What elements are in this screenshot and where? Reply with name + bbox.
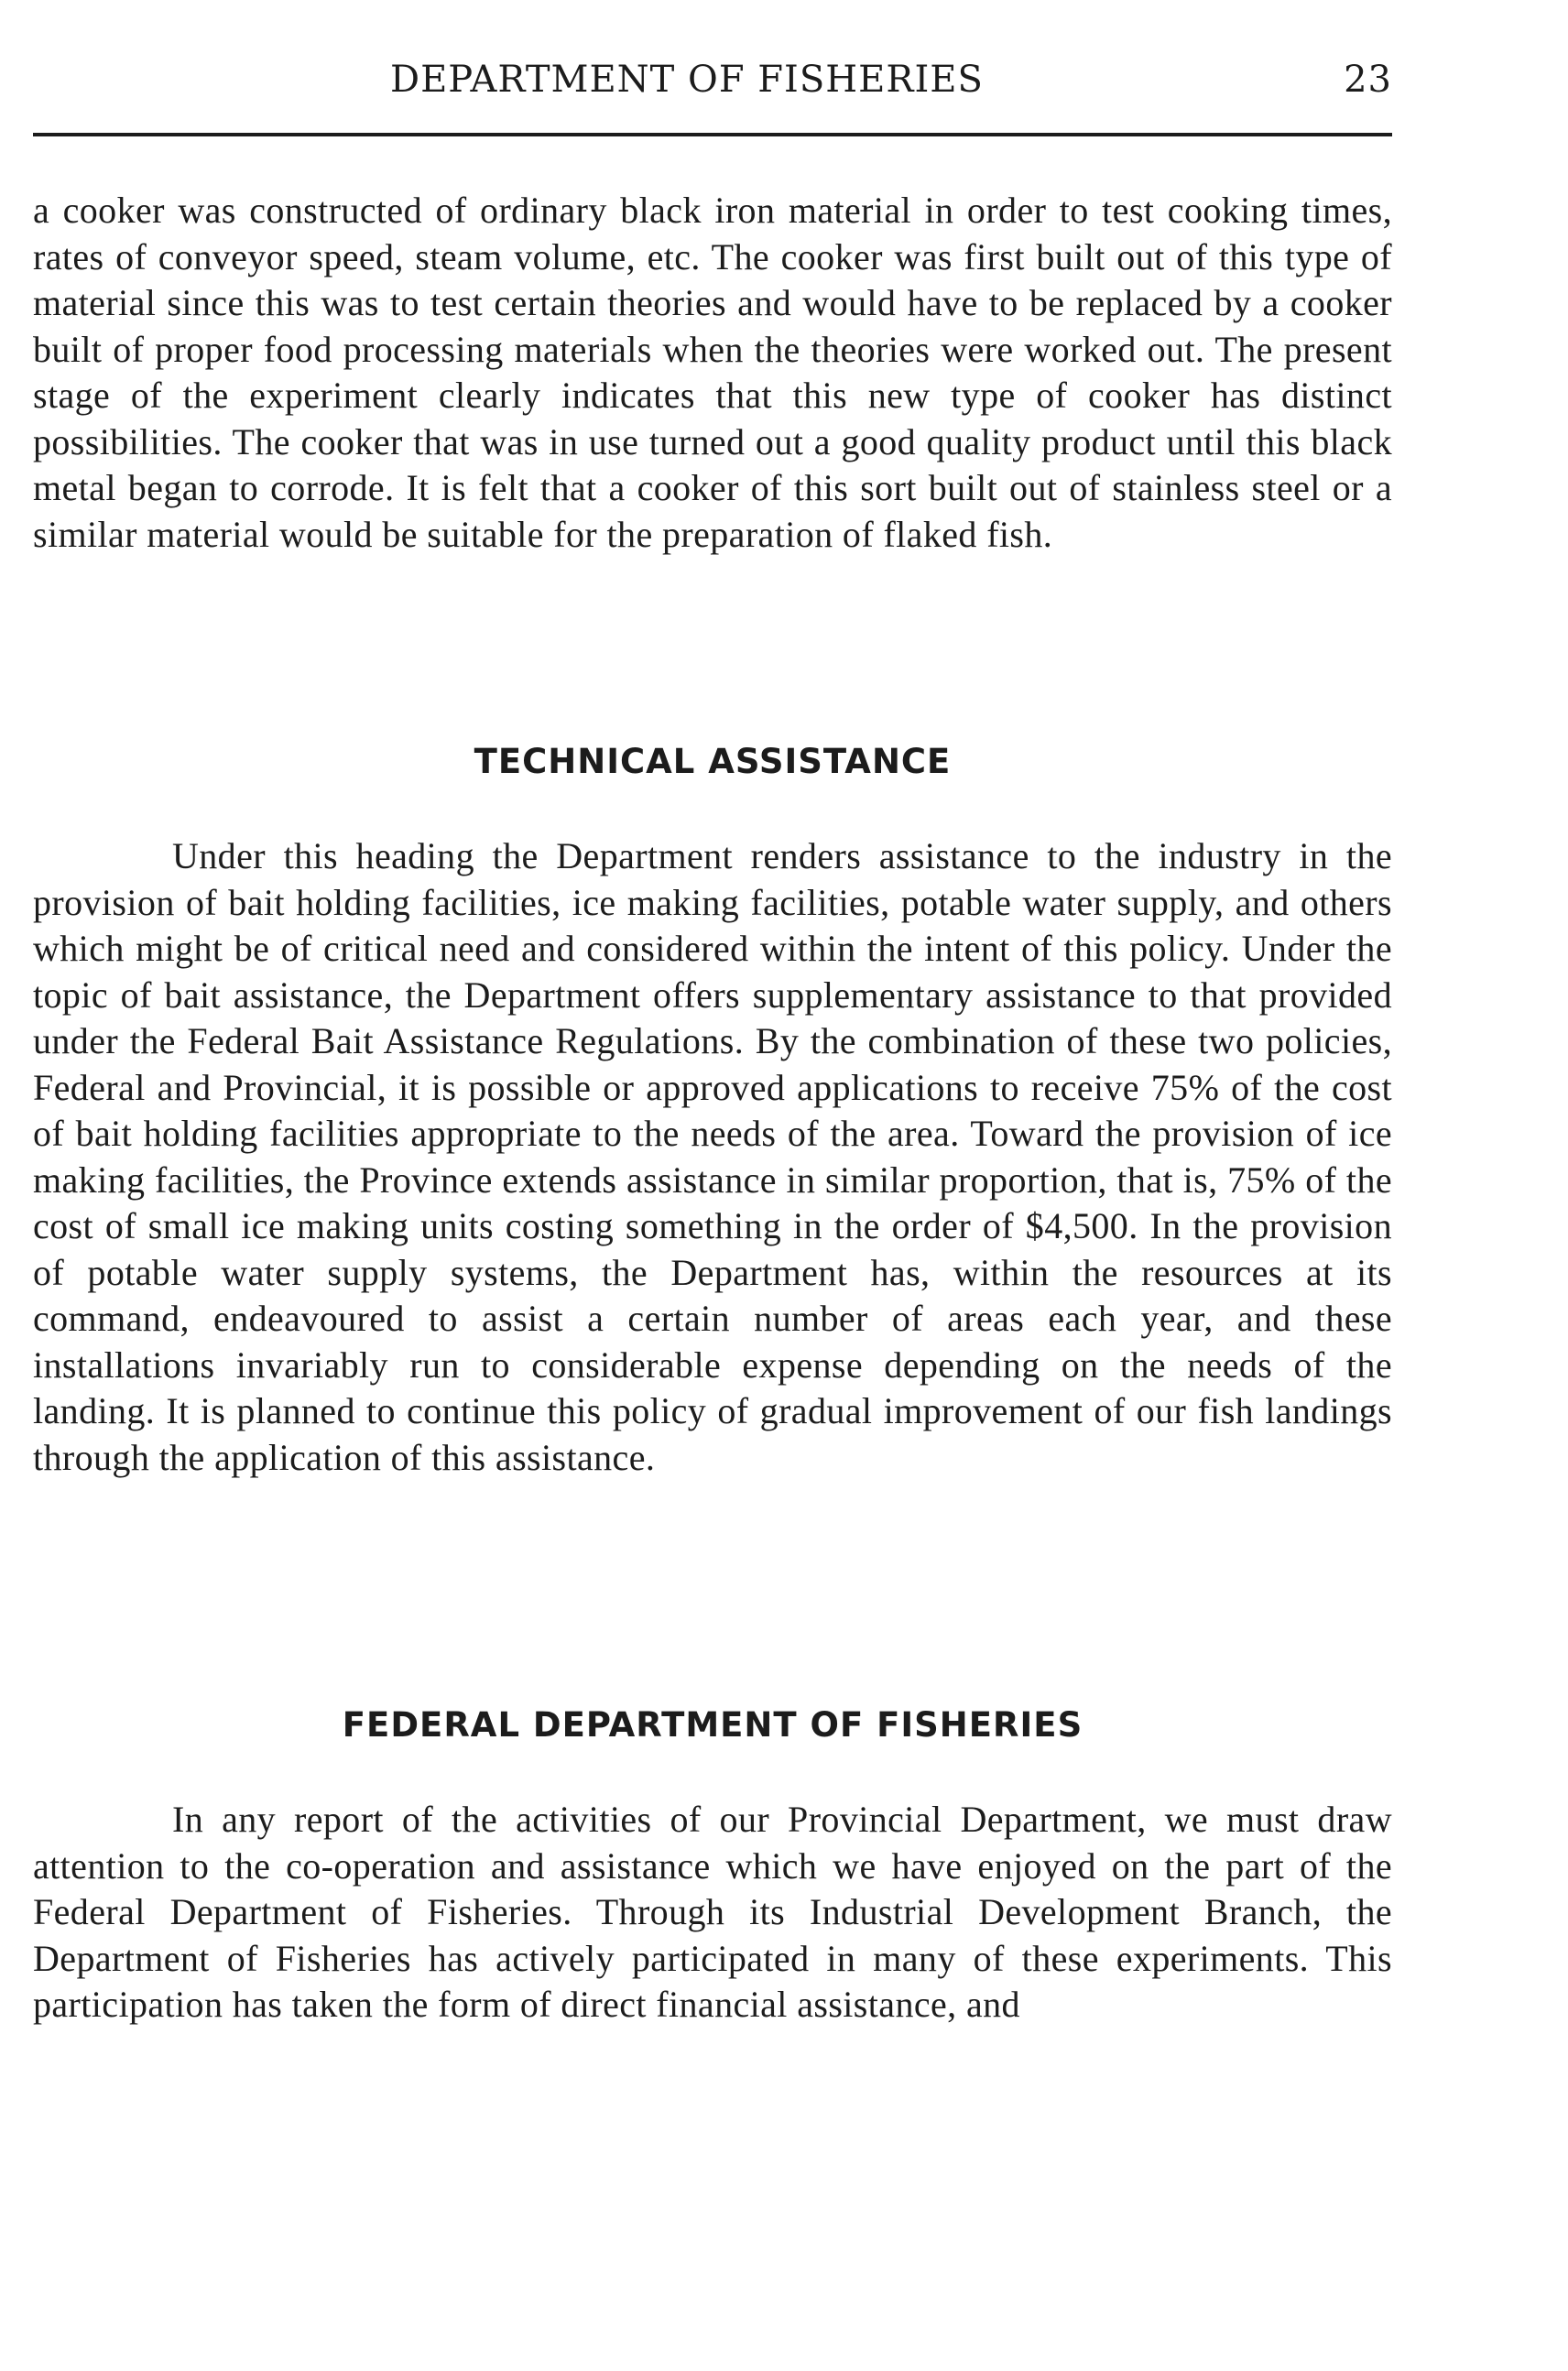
paragraph-federal-department: In any report of the activities of our Provincial Department, we must draw attention to the co-operation and assistance which we have enjoyed on the part of the Federal Department of Fisheries. Through its Industrial Development Branch, the Department of Fisheries has actively participated in many of these experiments. This participation has taken the form of direct financial assistance, and (33, 1799, 1392, 2025)
running-head (33, 53, 1392, 126)
running-title: DEPARTMENT OF FISHERIES (390, 59, 984, 101)
paragraph-cooker: a cooker was constructed of ordinary black iron material in order to test cooking times, rates of conveyor speed, steam volume, etc. The cooker was first built out of this type of material since this was to test certain theories and would have to be replaced by a cooker built of proper food processing materials when the theories were worked out. The present stage of the experiment clearly indicates that this new type of cooker has distinct possibilities. The cooker that was in use turned out a good quality product until this black metal began to corrode. It is felt that a cooker of this sort built out of stainless steel or a similar material would be suitable for the preparation of flaked fish. (33, 190, 1392, 555)
paragraph-technical-assistance: Under this heading the Department renders assistance to the industry in the provision of bait holding facilities, ice making facilities, potable water supply, and others which might be of critical need and considered within the intent of this policy. Under the topic of bait assistance, the Department offers supplementary assistance to that provided under the Federal Bait Assistance Regulations. By the combination of these two policies, Federal and Provincial, it is possible or approved applications to receive 75% of the cost of bait holding facilities appropriate to the needs of the area. Toward the provision of ice making facilities, the Province extends assistance in similar proportion, that is, 75% of the cost of small ice making units costing something in the order of $4,500. In the provision of potable water supply systems, the Department has, within the resources at its command, endeavoured to assist a certain number of areas each year, and these installations invariably run to considerable expense depending on the needs of the landing. It is planned to continue this policy of gradual improvement of our fish landings through the application of this assistance. (33, 835, 1392, 1478)
heading-federal-department: FEDERAL DEPARTMENT OF FISHERIES (342, 1705, 1083, 1745)
page-number: 23 (1344, 59, 1392, 101)
heading-technical-assistance: TECHNICAL ASSISTANCE (474, 742, 952, 781)
header-rule (33, 133, 1392, 136)
